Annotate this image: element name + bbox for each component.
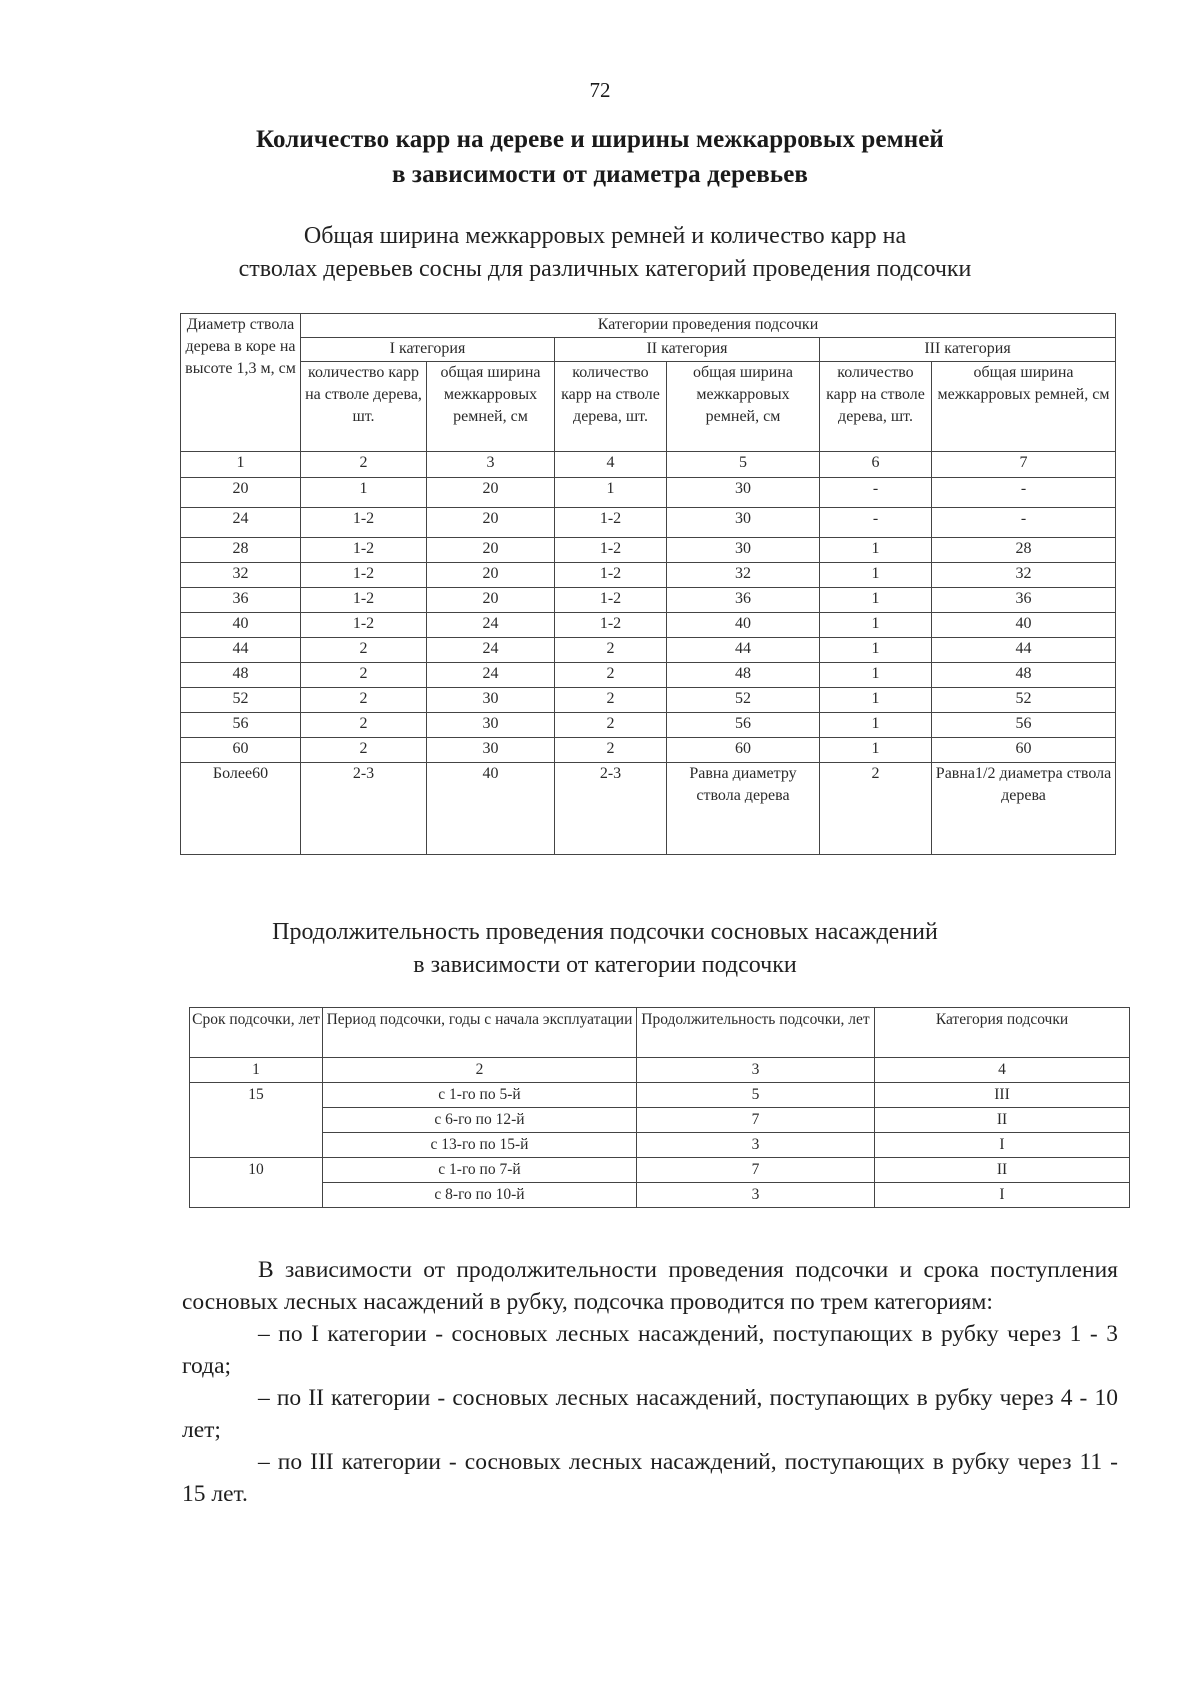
cell-cat1-width: 20 [427, 563, 555, 588]
cell-cat3-count: 1 [820, 638, 932, 663]
cell-cat2-width: 44 [667, 638, 820, 663]
cell-cat2-count: 2 [555, 688, 667, 713]
table2-caption-line-1: Продолжительность проведения подсочки сосновых насаждений [272, 919, 938, 945]
cell-duration: 7 [637, 1158, 875, 1183]
header-cat3-count: количество карр на стволе дерева, шт. [820, 362, 932, 452]
cell-cat3-count: 2 [820, 763, 932, 855]
cell-diameter: 60 [181, 738, 301, 763]
col-number: 3 [427, 452, 555, 478]
table-row [181, 613, 1116, 638]
cell-cat1-count: 1-2 [301, 538, 427, 563]
cell-period: с 6-го по 12-й [323, 1108, 637, 1133]
cell-cat2-count: 1-2 [555, 563, 667, 588]
paragraph-category-2: – по II категории - сосновых лесных насаждений, поступающих в рубку через 4 - 10 лет; [182, 1385, 1118, 1443]
col-number: 4 [875, 1058, 1130, 1083]
cell-diameter: 56 [181, 713, 301, 738]
col-number: 6 [820, 452, 932, 478]
cell-cat3-count: 1 [820, 538, 932, 563]
cell-duration: 3 [637, 1133, 875, 1158]
cell-cat3-width: Равна1/2 диаметра ствола дерева [932, 763, 1116, 855]
cell-cat1-width: 20 [427, 588, 555, 613]
cell-cat3-count: - [820, 478, 932, 508]
cell-cat3-width: - [932, 478, 1116, 508]
cell-cat2-count: 2 [555, 663, 667, 688]
cell-diameter: 28 [181, 538, 301, 563]
cell-cat2-width: 52 [667, 688, 820, 713]
cell-diameter: 32 [181, 563, 301, 588]
cell-cat2-count: 2 [555, 713, 667, 738]
cell-cat1-width: 40 [427, 763, 555, 855]
table-row [181, 663, 1116, 688]
cell-cat3-count: 1 [820, 713, 932, 738]
cell-cat1-count: 2 [301, 688, 427, 713]
cell-cat1-width: 20 [427, 478, 555, 508]
column-number-row [181, 452, 1116, 478]
table-row [181, 763, 1116, 855]
cell-cat2-count: 1-2 [555, 588, 667, 613]
table-row [181, 538, 1116, 563]
table-row [181, 638, 1116, 663]
table1-caption-line-1: Общая ширина межкарровых ремней и количество карр на [303, 223, 907, 249]
cell-cat3-width: 60 [932, 738, 1116, 763]
cell-diameter: 48 [181, 663, 301, 688]
table-row [181, 563, 1116, 588]
column-number-row [190, 1058, 1130, 1083]
table-row [190, 1083, 1130, 1108]
page-number: 72 [589, 78, 611, 102]
body-text [182, 1254, 1118, 1510]
cell-diameter: 44 [181, 638, 301, 663]
col-number: 2 [323, 1058, 637, 1083]
table1-caption [150, 220, 1060, 286]
cell-cat3-width: 56 [932, 713, 1116, 738]
cell-diameter: Более60 [181, 763, 301, 855]
cell-cat2-width: Равна диаметру ствола дерева [667, 763, 820, 855]
col-number: 4 [555, 452, 667, 478]
cell-diameter: 36 [181, 588, 301, 613]
table-row [190, 1133, 1130, 1158]
header-cat2-width: общая ширина межкарровых ремней, см [667, 362, 820, 452]
cell-cat3-width: 40 [932, 613, 1116, 638]
cell-cat2-width: 30 [667, 538, 820, 563]
header-term: Срок подсочки, лет [190, 1008, 323, 1058]
cell-cat3-count: 1 [820, 563, 932, 588]
header-category-2: II категория [555, 338, 820, 362]
cell-cat3-width: 32 [932, 563, 1116, 588]
cell-cat2-width: 30 [667, 478, 820, 508]
cell-cat2-width: 48 [667, 663, 820, 688]
table-row [181, 478, 1116, 508]
cell-period: с 1-го по 5-й [323, 1083, 637, 1108]
cell-category: II [875, 1158, 1130, 1183]
cell-cat2-width: 60 [667, 738, 820, 763]
cell-cat2-count: 2 [555, 638, 667, 663]
header-cat3-width: общая ширина межкарровых ремней, см [932, 362, 1116, 452]
cell-period: с 8-го по 10-й [323, 1183, 637, 1208]
cell-cat3-count: 1 [820, 613, 932, 638]
paragraph-intro: В зависимости от продолжительности проведения подсочки и срока поступления сосновых лесных насаждений в рубку, подсочка проводится по трем категориям: [182, 1257, 1118, 1315]
cell-diameter: 24 [181, 508, 301, 538]
table-row [181, 508, 1116, 538]
cell-cat3-count: 1 [820, 663, 932, 688]
header-cat1-width: общая ширина межкарровых ремней, см [427, 362, 555, 452]
table-row [190, 1108, 1130, 1133]
cell-cat1-width: 20 [427, 508, 555, 538]
header-categories: Категории проведения подсочки [301, 314, 1116, 338]
cell-cat1-width: 30 [427, 688, 555, 713]
title-line-2: в зависимости от диаметра деревьев [391, 161, 808, 188]
col-number: 3 [637, 1058, 875, 1083]
cell-cat1-count: 1 [301, 478, 427, 508]
tapping-duration-table [189, 1007, 1130, 1208]
carr-width-table [180, 313, 1116, 855]
table-row [190, 1158, 1130, 1183]
cell-cat3-count: 1 [820, 588, 932, 613]
col-number: 5 [667, 452, 820, 478]
header-category-1: I категория [301, 338, 555, 362]
cell-cat1-width: 20 [427, 538, 555, 563]
cell-period: с 13-го по 15-й [323, 1133, 637, 1158]
cell-cat1-count: 2 [301, 638, 427, 663]
cell-cat2-count: 2 [555, 738, 667, 763]
document-title [150, 122, 1050, 192]
header-category: Категория подсочки [875, 1008, 1130, 1058]
table-row [181, 738, 1116, 763]
cell-cat3-count: 1 [820, 688, 932, 713]
cell-cat1-count: 2 [301, 663, 427, 688]
cell-cat1-width: 30 [427, 713, 555, 738]
cell-cat3-count: 1 [820, 738, 932, 763]
table-row [190, 1183, 1130, 1208]
cell-cat3-count: - [820, 508, 932, 538]
cell-duration: 3 [637, 1183, 875, 1208]
cell-diameter: 20 [181, 478, 301, 508]
table-row [181, 588, 1116, 613]
cell-cat1-width: 24 [427, 613, 555, 638]
paragraph-category-3: – по III категории - сосновых лесных насаждений, поступающих в рубку через 11 - 15 лет. [182, 1449, 1118, 1507]
cell-cat1-count: 1-2 [301, 613, 427, 638]
cell-duration: 5 [637, 1083, 875, 1108]
cell-cat2-width: 56 [667, 713, 820, 738]
col-number: 1 [181, 452, 301, 478]
cell-cat1-count: 2 [301, 738, 427, 763]
header-duration: Продолжительность подсочки, лет [637, 1008, 875, 1058]
cell-term: 10 [190, 1158, 323, 1208]
cell-cat3-width: 28 [932, 538, 1116, 563]
header-period: Период подсочки, годы с начала эксплуатации [323, 1008, 637, 1058]
header-cat2-count: количество карр на стволе дерева, шт. [555, 362, 667, 452]
table2-caption [150, 916, 1060, 982]
cell-cat2-count: 1-2 [555, 538, 667, 563]
cell-category: I [875, 1183, 1130, 1208]
col-number: 1 [190, 1058, 323, 1083]
paragraph-category-1: – по I категории - сосновых лесных насаждений, поступающих в рубку через 1 - 3 года; [182, 1321, 1118, 1379]
cell-cat2-count: 2-3 [555, 763, 667, 855]
table-row [181, 688, 1116, 713]
cell-cat2-width: 32 [667, 563, 820, 588]
table1-caption-line-2: стволах деревьев сосны для различных категорий проведения подсочки [238, 256, 972, 282]
cell-cat2-width: 40 [667, 613, 820, 638]
cell-diameter: 40 [181, 613, 301, 638]
table2-caption-line-2: в зависимости от категории подсочки [413, 952, 797, 978]
header-cat1-count: количество карр на стволе дерева, шт. [301, 362, 427, 452]
cell-duration: 7 [637, 1108, 875, 1133]
cell-cat1-count: 1-2 [301, 563, 427, 588]
cell-cat1-width: 24 [427, 638, 555, 663]
cell-cat3-width: 44 [932, 638, 1116, 663]
table-row [181, 713, 1116, 738]
cell-cat1-count: 2 [301, 713, 427, 738]
cell-cat1-count: 1-2 [301, 588, 427, 613]
cell-diameter: 52 [181, 688, 301, 713]
cell-cat3-width: 48 [932, 663, 1116, 688]
cell-cat2-count: 1-2 [555, 508, 667, 538]
header-category-3: III категория [820, 338, 1116, 362]
cell-category: II [875, 1108, 1130, 1133]
cell-cat2-width: 36 [667, 588, 820, 613]
cell-term: 15 [190, 1083, 323, 1158]
cell-period: с 1-го по 7-й [323, 1158, 637, 1183]
cell-cat3-width: - [932, 508, 1116, 538]
cell-category: I [875, 1133, 1130, 1158]
cell-category: III [875, 1083, 1130, 1108]
title-line-1: Количество карр на дереве и ширины межкарровых ремней [256, 126, 944, 153]
cell-cat3-width: 52 [932, 688, 1116, 713]
cell-cat1-width: 24 [427, 663, 555, 688]
header-diameter: Диаметр ствола дерева в коре на высоте 1,3 м, см [181, 314, 301, 452]
col-number: 2 [301, 452, 427, 478]
cell-cat1-count: 2-3 [301, 763, 427, 855]
cell-cat1-count: 1-2 [301, 508, 427, 538]
col-number: 7 [932, 452, 1116, 478]
cell-cat2-count: 1-2 [555, 613, 667, 638]
cell-cat3-width: 36 [932, 588, 1116, 613]
cell-cat1-width: 30 [427, 738, 555, 763]
cell-cat2-count: 1 [555, 478, 667, 508]
cell-cat2-width: 30 [667, 508, 820, 538]
